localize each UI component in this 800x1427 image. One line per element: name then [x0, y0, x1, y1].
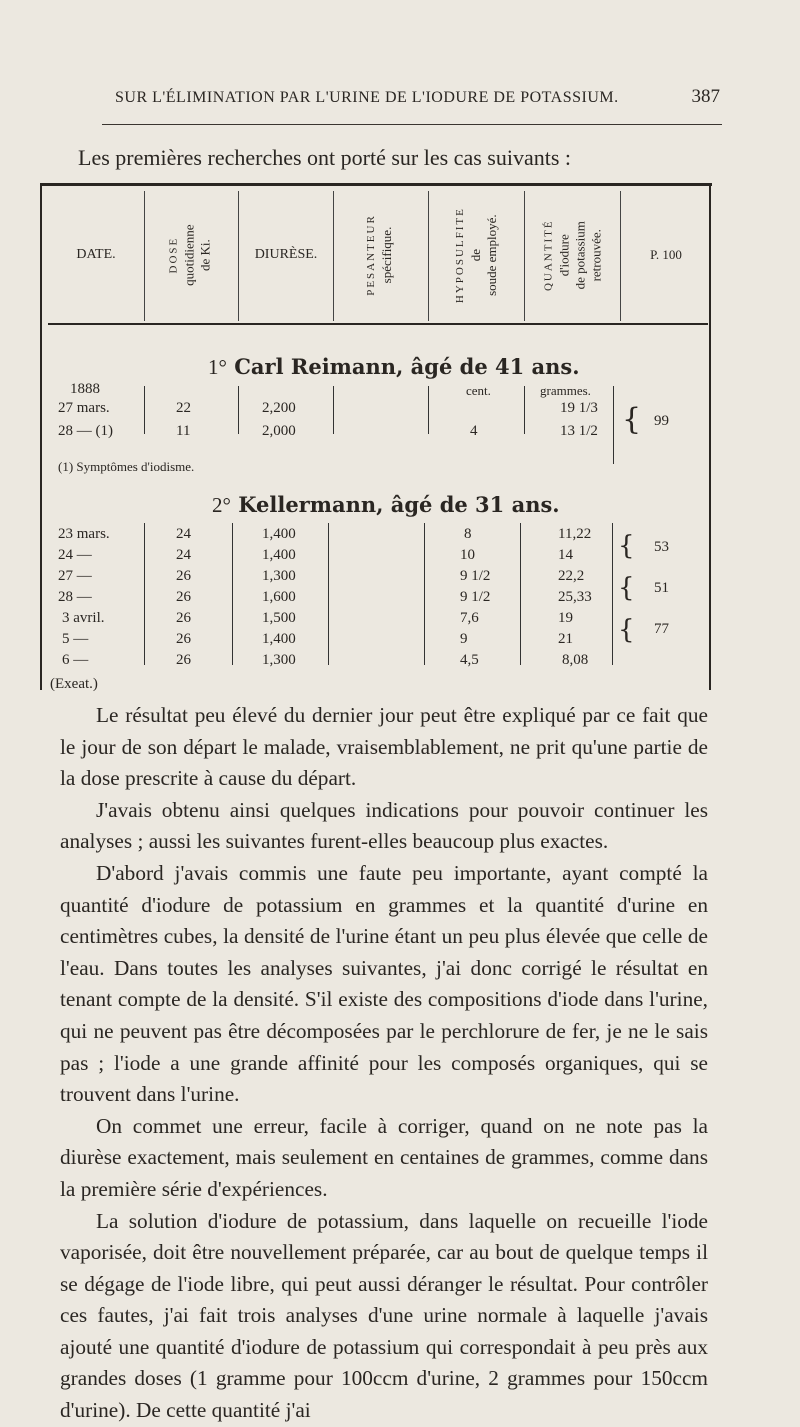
column-line — [424, 523, 425, 665]
cell-diurese: 1,500 — [262, 610, 296, 626]
cell-dose: 26 — [176, 610, 191, 626]
unit-grammes: grammes. — [540, 383, 591, 398]
cell-dose: 26 — [176, 631, 191, 647]
paragraph: Le résultat peu élevé du dernier jour peut être expliqué par ce fait que le jour de son départ le malade, vraisemblablement, ne prit qu'une partie de la dose prescrite à cause du départ. — [60, 703, 708, 791]
cell-hyposulfite: 9 1/2 — [460, 589, 491, 605]
cell-quantite: 22,2 — [558, 568, 585, 584]
cell-dose: 24 — [176, 547, 191, 563]
page-number: 387 — [691, 86, 720, 107]
cell-diurese: 2,000 — [262, 423, 296, 439]
header-date: DATE. — [76, 247, 116, 262]
paragraph: On commet une erreur, facile à corriger, quand on ne note pas la diurèse exactement, mais seulement en centaines de grammes, comme dans la première série d'expériences. — [60, 1113, 708, 1201]
cell-date: 27 mars. — [58, 400, 110, 416]
column-line — [328, 523, 329, 665]
header-quantite-line3: de potassium — [572, 220, 588, 290]
cell-p100: 99 — [654, 413, 669, 429]
column-line — [613, 386, 614, 464]
column-line — [238, 386, 239, 434]
header-dose — [156, 195, 226, 315]
cell-dose: 22 — [176, 400, 191, 416]
header-hyposulfite — [442, 195, 512, 315]
header-quantite-line2: d'iodure — [556, 233, 572, 277]
header-divider — [428, 191, 429, 321]
column-line — [333, 386, 334, 434]
section-1-title — [208, 354, 580, 380]
header-dose-line3: de Ki. — [197, 239, 213, 271]
cell-diurese: 1,400 — [262, 526, 296, 542]
cell-dose: 26 — [176, 568, 191, 584]
paragraph: J'avais obtenu ainsi quelques indications pour pouvoir continuer les analyses ; aussi les suivantes furent-elles beaucoup plus exactes. — [60, 797, 708, 854]
column-line — [428, 386, 429, 434]
cell-quantite: 8,08 — [562, 652, 589, 668]
cell-hyposulfite: 4,5 — [460, 652, 479, 668]
paragraph: D'abord j'avais commis une faute peu importante, ayant compté la quantité d'iodure de potassium en grammes et la quantité d'urine en centimètres cubes, la densité de l'urine étant un peu plus élevée que celle de l'eau. Dans toutes les analyses suivantes, j'ai donc corrigé le résultat en tenant compte de la densité. S'il existe des compositions d'iode dans l'urine, qui ne peuvent pas être décomposées par le perchlorure de fer, je ne le sais pas ; l'iode a une grande affinité pour les composés organiques, qui se trouvent dans l'urine. — [60, 860, 708, 1107]
header-pesanteur-line1: PESANTEUR — [365, 214, 377, 296]
bracket: { — [618, 573, 635, 603]
header-divider — [620, 191, 621, 321]
header-hyposulfite-line2: de — [467, 248, 483, 262]
cell-hyposulfite: 9 1/2 — [460, 568, 491, 584]
running-header — [115, 86, 720, 108]
header-separator — [48, 323, 708, 325]
section-1-number: 1° — [208, 355, 227, 379]
cell-dose: 24 — [176, 526, 191, 542]
header-hyposulfite-line3: soude employé. — [483, 214, 499, 296]
cell-hyposulfite: 9 — [460, 631, 468, 647]
cell-dose: 26 — [176, 589, 191, 605]
cell-p100: 53 — [654, 539, 669, 555]
cell-dose: 11 — [176, 423, 191, 439]
table-right-border — [709, 183, 711, 690]
cell-quantite: 14 — [558, 547, 573, 563]
header-divider — [238, 191, 239, 321]
cell-date: 27 — — [58, 568, 92, 584]
cell-date: 5 — — [62, 631, 89, 647]
header-dose-line1: DOSE — [167, 236, 180, 274]
header-dose-line2: quotidienne — [181, 224, 197, 286]
cell-hyposulfite: 8 — [464, 526, 472, 542]
cell-dose: 26 — [176, 652, 191, 668]
cell-diurese: 1,300 — [262, 652, 296, 668]
body-text — [60, 700, 708, 1427]
header-diurese: DIURÈSE. — [254, 247, 318, 262]
exeat-note: (Exeat.) — [50, 676, 98, 692]
cell-quantite: 11,22 — [558, 526, 592, 542]
header-divider — [333, 191, 334, 321]
header-quantite-line4: retrouvée. — [588, 228, 604, 282]
bracket: { — [618, 615, 635, 645]
column-line — [232, 523, 233, 665]
footnote: (1) Symptômes d'iodisme. — [58, 459, 195, 474]
header-divider — [524, 191, 525, 321]
section-1-year: 1888 — [70, 381, 100, 397]
cell-hyposulfite: 10 — [460, 547, 475, 563]
cell-date: 24 — — [58, 547, 92, 563]
cell-date: 28 — — [58, 589, 92, 605]
section-2-number: 2° — [212, 493, 231, 517]
column-line — [520, 523, 521, 665]
unit-cent: cent. — [466, 383, 491, 398]
cell-p100: 77 — [654, 621, 669, 637]
bracket: { — [618, 531, 635, 561]
cell-date: 23 mars. — [58, 526, 110, 542]
cell-diurese: 1,400 — [262, 547, 296, 563]
running-header-title: SUR L'ÉLIMINATION PAR L'URINE DE L'IODURE DE POTASSIUM. — [115, 89, 619, 106]
section-2-title — [212, 492, 560, 518]
cell-quantite: 19 — [558, 610, 573, 626]
cell-diurese: 1,600 — [262, 589, 296, 605]
section-2-name: Kellermann, âgé de 31 ans. — [238, 492, 560, 517]
paragraph: La solution d'iodure de potassium, dans laquelle on recueille l'iode vaporisée, doit être nouvellement préparée, car au bout de quelque temps il se dégage de l'iode libre, qui peut aussi déranger le résultat. Pour contrôler ces fautes, j'ai fait trois analyses d'une urine normale à laquelle j'avais ajouté une quantité d'iodure de potassium qui correspondait à peu près aux grandes doses (1 gramme pour 100ccm d'urine, 2 grammes pour 150ccm d'urine). De cette quantité j'ai — [60, 1208, 708, 1423]
cell-date: 6 — — [62, 652, 89, 668]
cell-quantite: 21 — [558, 631, 573, 647]
header-hyposulfite-line1: HYPOSULFITE — [453, 207, 466, 303]
cell-date: 3 avril. — [62, 610, 105, 626]
header-quantite-line1: QUANTITÉ — [542, 219, 555, 291]
column-line — [524, 386, 525, 434]
cell-date: 28 — (1) — [58, 423, 113, 439]
cell-hyposulfite: 7,6 — [460, 610, 479, 626]
table-top-border — [40, 183, 712, 186]
column-line — [144, 386, 145, 434]
cell-diurese: 2,200 — [262, 400, 296, 416]
header-rule — [102, 124, 722, 125]
cell-hyposulfite: 4 — [470, 423, 478, 439]
header-divider — [144, 191, 145, 321]
column-line — [144, 523, 145, 665]
table-left-border — [40, 183, 42, 690]
cell-p100: 51 — [654, 580, 669, 596]
header-pesanteur — [350, 195, 410, 315]
header-p100: P. 100 — [650, 247, 682, 262]
header-quantite — [534, 195, 614, 315]
cell-diurese: 1,300 — [262, 568, 296, 584]
intro-sentence: Les premières recherches ont porté sur les cas suivants : — [78, 145, 571, 170]
header-pesanteur-line2: spécifique. — [378, 226, 394, 284]
cell-quantite: 25,33 — [558, 589, 592, 605]
section-1-name: Carl Reimann, âgé de 41 ans. — [234, 354, 580, 379]
column-line — [612, 523, 613, 665]
bracket: { — [622, 402, 642, 437]
cell-quantite: 19 1/3 — [560, 400, 598, 416]
data-table — [40, 183, 712, 690]
cell-diurese: 1,400 — [262, 631, 296, 647]
cell-quantite: 13 1/2 — [560, 423, 598, 439]
